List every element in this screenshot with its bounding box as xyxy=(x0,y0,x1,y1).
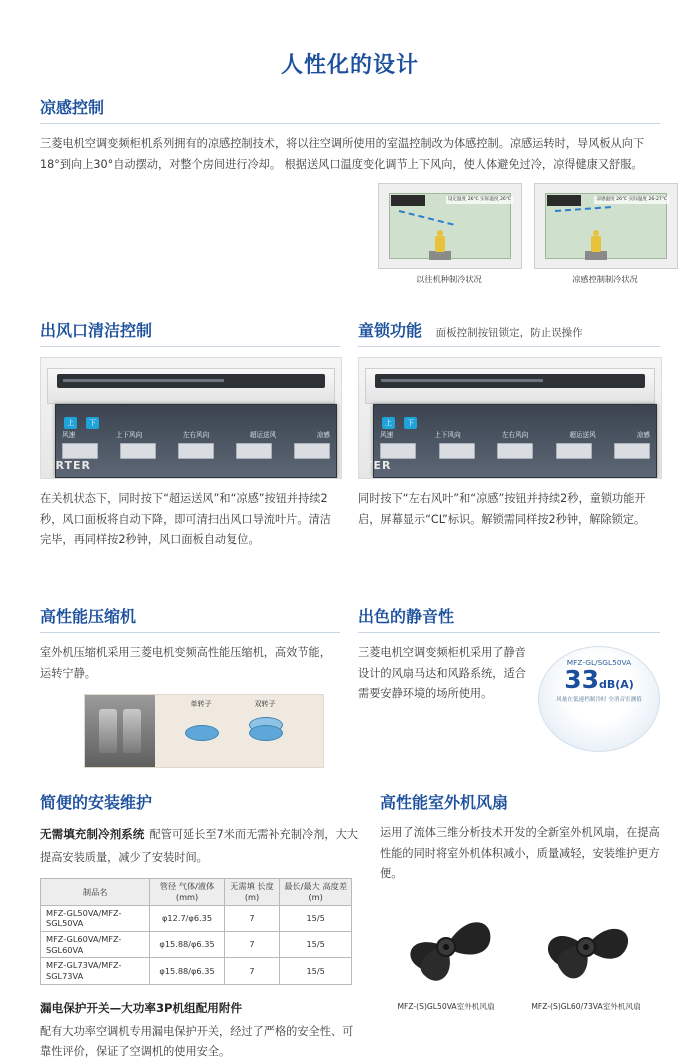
install-sub1-block xyxy=(40,823,358,868)
compressor-label-twin: 双转子 xyxy=(254,700,276,709)
table-row xyxy=(41,958,352,984)
section-text-cool: 三菱电机空调变频柜机系列拥有的凉感控制技术，将以往空调所使用的室温控制改为体感控制。凉感运转时，导风板从向下18°到向上30°自动摆动，对整个房间进行冷却。 根据送风口温度变化调节上下风向，使人体避免过冷，凉得健康又舒服。 xyxy=(40,137,645,171)
cell-length: 7 xyxy=(224,905,280,931)
panel-button xyxy=(62,443,98,459)
cell-model: MFZ-GL73VA/MFZ-SGL73VA xyxy=(41,958,150,984)
quiet-badge-number: 33 xyxy=(564,665,599,694)
install-sub2-title: 漏电保护开关 xyxy=(40,1000,110,1015)
section-title-lock xyxy=(358,318,660,347)
section-title-compressor: 高性能压缩机 xyxy=(40,604,340,633)
panel-button xyxy=(380,443,416,459)
illustration-caption-2: 凉感控制制冷状况 xyxy=(572,274,638,284)
illustration-label-1: 设定温度 26℃ 实际温度 26℃ xyxy=(447,197,511,202)
panel-button xyxy=(178,443,214,459)
th-2: 无需填 长度(m) xyxy=(224,879,280,905)
compressor-label-single: 单转子 xyxy=(190,700,212,709)
section-text-clean: 在关机状态下，同时按下“超运送风”和“凉感”按钮并持续2秒，风口面板将自动下降，即可清扫出风口导流叶片。清洁完毕，再同样按2秒钟，风口面板自动复位。 xyxy=(40,492,331,547)
cell-model: MFZ-GL50VA/MFZ-SGL50VA xyxy=(41,905,150,931)
panel-badge-up: 上 xyxy=(382,417,395,429)
section-title-quiet: 出色的静音性 xyxy=(358,604,660,633)
cool-illustrations xyxy=(378,183,676,285)
illustration-label-2: 凉感温度 26℃ 实际温度 26-27℃ xyxy=(596,197,667,202)
illustration-cool-control xyxy=(534,183,678,269)
photo-compressor xyxy=(84,694,324,768)
fan-image-2 xyxy=(520,897,652,1012)
panel-badge-down: 下 xyxy=(404,417,417,429)
section-outlet-clean xyxy=(40,318,340,551)
panel-button xyxy=(294,443,330,459)
th-1: 管径 气体/液体(mm) xyxy=(150,879,224,905)
quiet-badge xyxy=(538,646,660,752)
fan-3blade-icon-2 xyxy=(527,897,645,997)
panel-label-0: 风速 xyxy=(380,431,394,439)
install-sub2-block xyxy=(40,997,358,1063)
section-title-clean: 出风口清洁控制 xyxy=(40,318,340,347)
install-sub1-text: 配管可延长至7米而无需补充制冷剂，大大提高安装质量，减少了安装时间。 xyxy=(40,828,358,864)
panel-button xyxy=(556,443,592,459)
section-cool-control xyxy=(40,95,667,284)
fan-images xyxy=(380,897,660,1012)
th-0: 制品名 xyxy=(41,879,150,905)
fan-caption-2: MFZ-(S)GL60/73VA室外机风扇 xyxy=(531,1002,641,1012)
install-sub2-text: 配有大功率空调机专用漏电保护开关，经过了严格的安全性、可靠性评价，保证了空调机的使用安全。 xyxy=(40,1024,354,1059)
panel-label-4: 凉感 xyxy=(636,431,650,439)
fan-3blade-icon xyxy=(387,897,505,997)
panel-label-4: 凉感 xyxy=(316,431,330,439)
panel-button xyxy=(120,443,156,459)
panel-button xyxy=(614,443,650,459)
section-title-cool: 凉感控制 xyxy=(40,95,660,124)
panel-label-1: 上下风向 xyxy=(115,431,143,439)
section-title-lock-text: 童锁功能 xyxy=(358,321,423,340)
cell-length: 7 xyxy=(224,932,280,958)
cell-pipe: φ15.88/φ6.35 xyxy=(150,958,224,984)
fan-image-1 xyxy=(380,897,512,1012)
cell-pipe: φ15.88/φ6.35 xyxy=(150,932,224,958)
page-title: 人性化的设计 xyxy=(280,53,419,78)
section-fan xyxy=(380,790,660,1012)
section-quiet xyxy=(358,604,660,705)
panel-button xyxy=(236,443,272,459)
section-subtitle-lock: 面板控制按钮锁定，防止误操作 xyxy=(435,327,583,339)
table-row xyxy=(41,905,352,931)
table-row xyxy=(41,932,352,958)
panel-label-2: 左右风向 xyxy=(501,431,529,439)
section-text-quiet: 三菱电机空调变频柜机采用了静音设计的风扇马达和风路系统，适合需要安静环境的场所使用。 xyxy=(358,646,526,701)
photo-control-panel-clean xyxy=(40,357,342,479)
section-title-install: 简便的安装维护 xyxy=(40,793,153,812)
panel-brand-text: ERTER xyxy=(47,459,91,472)
quiet-badge-model: MFZ-GL/SGL50VA xyxy=(566,658,632,667)
cell-height: 15/5 xyxy=(280,905,352,931)
panel-label-3: 超运送风 xyxy=(249,431,277,439)
panel-badge-up: 上 xyxy=(64,417,77,429)
fan-caption-1: MFZ-(S)GL50VA室外机风扇 xyxy=(397,1002,495,1012)
cell-height: 15/5 xyxy=(280,958,352,984)
section-compressor xyxy=(40,604,340,768)
th-3: 最长/最大 高度差(m) xyxy=(280,879,352,905)
cool-illustration-2 xyxy=(534,183,676,285)
section-child-lock xyxy=(358,318,660,530)
panel-label-2: 左右风向 xyxy=(182,431,210,439)
photo-control-panel-lock xyxy=(358,357,662,479)
quiet-badge-value xyxy=(539,667,659,693)
section-text-compressor: 室外机压缩机采用三菱电机变频高性能压缩机，高效节能，运转宁静。 xyxy=(40,646,331,680)
install-sub2-tail: —大功率3P机组配用附件 xyxy=(109,1000,243,1015)
cell-height: 15/5 xyxy=(280,932,352,958)
panel-brand-text: TER xyxy=(365,459,392,472)
install-sub1-title: 无需填充制冷剂系统 xyxy=(40,827,145,841)
panel-label-0: 风速 xyxy=(62,431,76,439)
table-header-row xyxy=(41,879,352,905)
panel-button xyxy=(497,443,533,459)
cool-illustration-1 xyxy=(378,183,520,285)
panel-badge-down: 下 xyxy=(86,417,99,429)
section-title-fan: 高性能室外机风扇 xyxy=(380,793,509,812)
panel-label-1: 上下风向 xyxy=(434,431,461,439)
section-text-fan: 运用了流体三维分析技术开发的全新室外机风扇，在提高性能的同时将室外机体积减小，质量减轻，安装维护更方便。 xyxy=(380,826,660,881)
panel-label-3: 超运送风 xyxy=(569,431,596,439)
cell-model: MFZ-GL60VA/MFZ-SGL60VA xyxy=(41,932,150,958)
spec-table xyxy=(40,878,352,984)
cell-length: 7 xyxy=(224,958,280,984)
cell-pipe: φ12.7/φ6.35 xyxy=(150,905,224,931)
panel-button xyxy=(439,443,475,459)
illustration-caption-1: 以往机种制冷状况 xyxy=(416,274,482,284)
illustration-old-model xyxy=(378,183,522,269)
section-text-lock: 同时按下“左右风叶”和“凉感”按钮并持续2秒，童锁功能开启，屏幕显示“CL”标识。解锁需同样按2秒钟，解除锁定。 xyxy=(358,492,646,526)
section-install xyxy=(40,790,358,1063)
quiet-badge-note: 风量在低速档制冷时 全消音室测值 xyxy=(556,697,642,704)
quiet-badge-unit: dB(A) xyxy=(598,678,634,691)
